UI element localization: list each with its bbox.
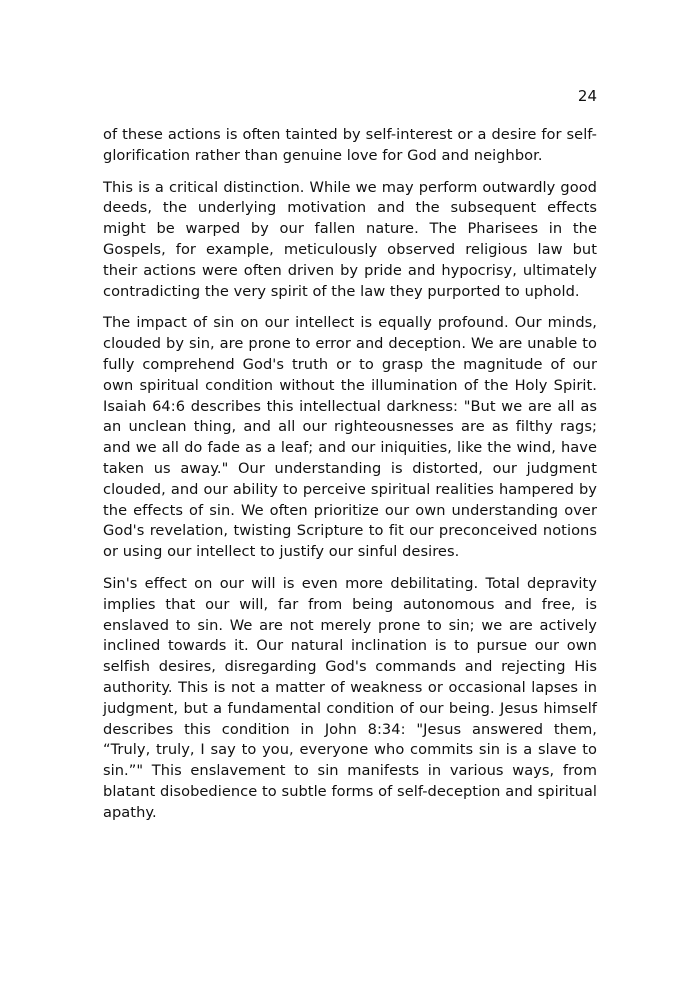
paragraph: of these actions is often tainted by self-interest or a desire for self-glorification rather than genuine love for God and neighbor. (103, 126, 597, 164)
page-number: 24 (577, 87, 597, 105)
paragraph: The impact of sin on our intellect is equally profound. Our minds, clouded by sin, are prone to error and deception. We are unable to fully comprehend God's truth or to grasp the magnitude of our own spiritual condition without the illumination of the Holy Spirit. Isaiah 64:6 describes this intellectual darkness: "But we are all as an unclean thing, and all our righteousnesses are as filthy rags; and we all do fade as a leaf; and our iniquities, like the wind, have taken us away." Our understanding is distorted, our judgment clouded, and our ability to perceive spiritual realities hampered by the effects of sin. We often prioritize our own understanding over God's revelation, twisting Scripture to fit our preconceived notions or using our intellect to justify our sinful desires. (103, 314, 597, 561)
page-body (103, 125, 597, 835)
paragraph: Sin's effect on our will is even more debilitating. Total depravity implies that our will, far from being autonomous and free, is enslaved to sin. We are not merely prone to sin; we are actively inclined towards it. Our natural inclination is to pursue our own selfish desires, disregarding God's commands and rejecting His authority. This is not a matter of weakness or occasional lapses in judgment, but a fundamental condition of our being. Jesus himself describes this condition in John 8:34: "Jesus answered them, “Truly, truly, I say to you, everyone who commits sin is a slave to sin.”" This enslavement to sin manifests in various ways, from blatant disobedience to subtle forms of self-deception and spiritual apathy. (103, 574, 597, 821)
paragraph: This is a critical distinction. While we may perform outwardly good deeds, the underlying motivation and the subsequent effects might be warped by our fallen nature. The Pharisees in the Gospels, for example, meticulously observed religious law but their actions were often driven by pride and hypocrisy, ultimately contradicting the very spirit of the law they purported to uphold. (103, 178, 597, 300)
